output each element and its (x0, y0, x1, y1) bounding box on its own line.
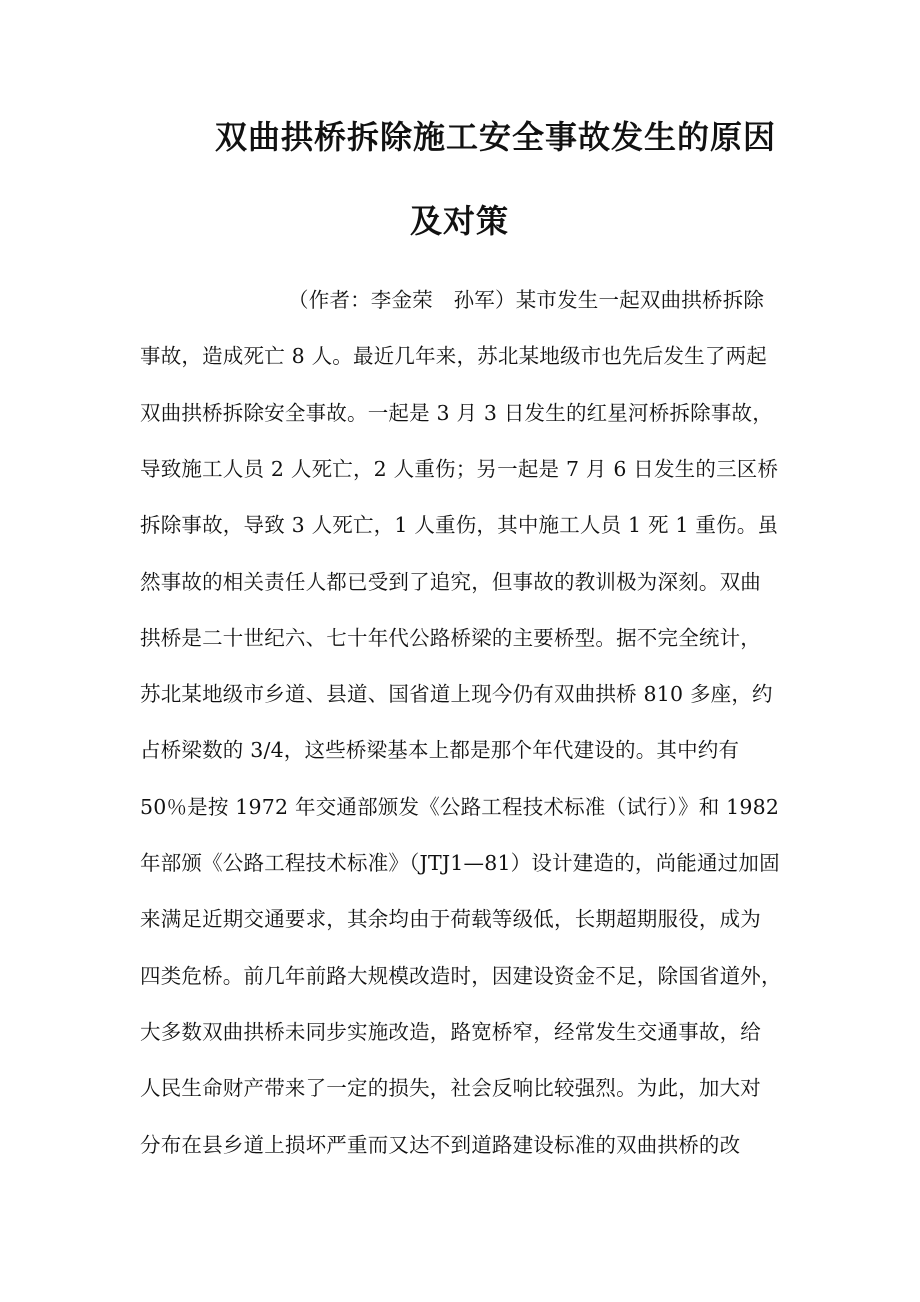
body-line: 分布在县乡道上损坏严重而又达不到道路建设标准的双曲拱桥的改 (140, 1133, 741, 1157)
body-line: 双曲拱桥拆除安全事故。一起是 3 月 3 日发生的红星河桥拆除事故， (140, 401, 773, 425)
body-line: 大多数双曲拱桥未同步实施改造，路宽桥窄，经常发生交通事故，给 (140, 1020, 761, 1044)
body-line: 四类危桥。前几年前路大规模改造时，因建设资金不足，除国省道外， (140, 964, 782, 988)
body-line: 人民生命财产带来了一定的损失，社会反响比较强烈。为此，加大对 (140, 1076, 761, 1100)
document-title-line-1: 双曲拱桥拆除施工安全事故发生的原因 (215, 118, 777, 156)
body-line: 来满足近期交通要求，其余均由于荷载等级低，长期超期服役，成为 (140, 907, 761, 931)
body-line: 占桥梁数的 3/4，这些桥梁基本上都是那个年代建设的。其中约有 (140, 738, 740, 762)
body-line: 年部颁《公路工程技术标准》（JTJ1—81）设计建造的，尚能通过加固 (140, 851, 780, 875)
body-line: 50％是按 1972 年交通部颁发《公路工程技术标准（试行）》和 1982 (140, 795, 780, 819)
body-line: 导致施工人员 2 人死亡，2 人重伤；另一起是 7 月 6 日发生的三区桥 (140, 457, 779, 481)
body-line: 拆除事故，导致 3 人死亡，1 人重伤，其中施工人员 1 死 1 重伤。虽 (140, 513, 779, 537)
body-line: （作者：李金荣 孙军）某市发生一起双曲拱桥拆除 (288, 288, 765, 312)
document-title-line-2: 及对策 (410, 202, 510, 240)
body-line: 然事故的相关责任人都已受到了追究，但事故的教训极为深刻。双曲 (140, 570, 761, 594)
body-line: 事故，造成死亡 8 人。最近几年来，苏北某地级市也先后发生了两起 (140, 344, 767, 368)
body-line: 拱桥是二十世纪六、七十年代公路桥梁的主要桥型。据不完全统计， (140, 626, 761, 650)
body-line: 苏北某地级市乡道、县道、国省道上现今仍有双曲拱桥 810 多座，约 (140, 682, 773, 706)
